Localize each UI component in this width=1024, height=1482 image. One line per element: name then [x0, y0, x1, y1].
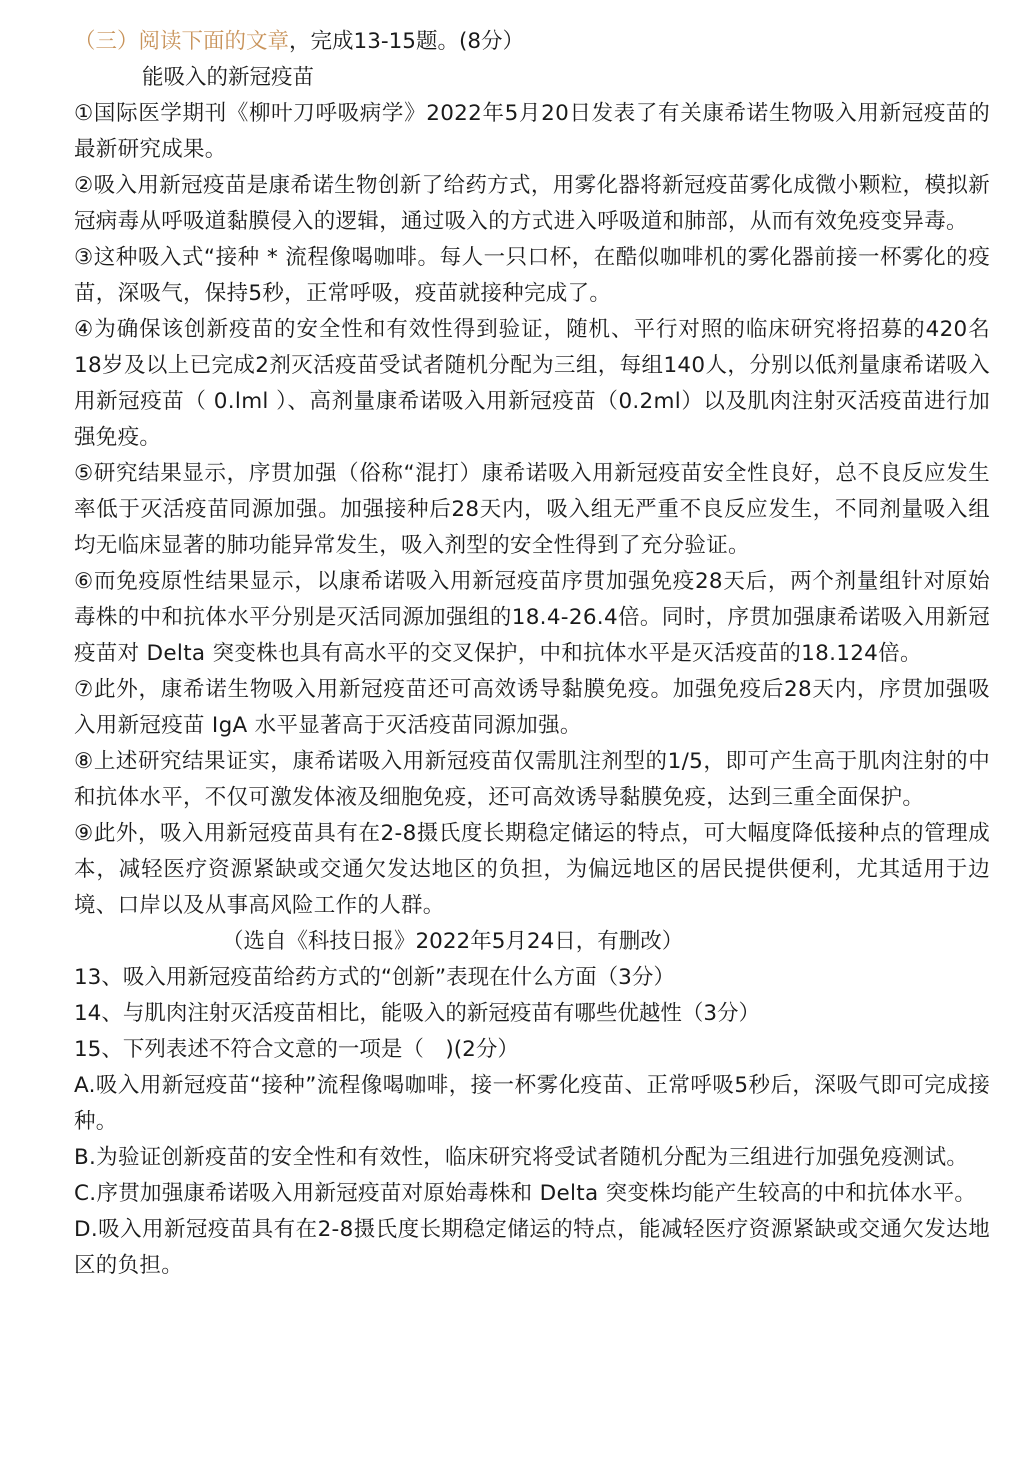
paragraph-3: ③这种吸入式“接种 * 流程像喝咖啡。每人一只口杯，在酷似咖啡机的雾化器前接一杯雾化的疫苗，深吸气，保持5秒，正常呼吸，疫苗就接种完成了。: [74, 245, 990, 306]
article-source: （选自《科技日报》2022年5月24日，有删改）: [222, 929, 684, 954]
paragraph-4: ④为确保该创新疫苗的安全性和有效性得到验证，随机、平行对照的临床研究将招募的420名18岁及以上已完成2剂灭活疫苗受试者随机分配为三组，每组140人，分别以低剂量康希诺吸入用新冠疫苗（ 0.lml ）、高剂量康希诺吸入用新冠疫苗（0.2ml）以及肌肉注射灭活疫苗进行加强免疫。: [74, 317, 990, 450]
section-heading: [74, 24, 990, 60]
option-b: B.为验证创新疫苗的安全性和有效性，临床研究将受试者随机分配为三组进行加强免疫测试。: [74, 1145, 969, 1170]
question-13: 13、吸入用新冠疫苗给药方式的“创新”表现在什么方面（3分）: [74, 965, 675, 990]
question-14: 14、与肌肉注射灭活疫苗相比，能吸入的新冠疫苗有哪些优越性（3分）: [74, 1001, 761, 1026]
section-heading-accent: （三）阅读下面的文章: [74, 29, 290, 54]
paragraph-5: ⑤研究结果显示，序贯加强（俗称“混打）康希诺吸入用新冠疫苗安全性良好，总不良反应发生率低于灭活疫苗同源加强。加强接种后28天内，吸入组无严重不良反应发生，不同剂量吸入组均无临床显著的肺功能异常发生，吸入剂型的安全性得到了充分验证。: [74, 461, 990, 558]
option-a: A.吸入用新冠疫苗“接种”流程像喝咖啡，接一杯雾化疫苗、正常呼吸5秒后，深吸气即可完成接种。: [74, 1073, 990, 1134]
paragraph-8: ⑧上述研究结果证实，康希诺吸入用新冠疫苗仅需肌注剂型的1/5，即可产生高于肌肉注射的中和抗体水平，不仅可激发体液及细胞免疫，还可高效诱导黏膜免疫，达到三重全面保护。: [74, 749, 990, 810]
paragraph-1: ①国际医学期刊《柳叶刀呼吸病学》2022年5月20日发表了有关康希诺生物吸入用新冠疫苗的最新研究成果。: [74, 101, 990, 162]
question-15: 15、下列表述不符合文意的一项是（ )(2分）: [74, 1037, 519, 1062]
paragraph-9: ⑨此外，吸入用新冠疫苗具有在2-8摄氏度长期稳定储运的特点，可大幅度降低接种点的管理成本，减轻医疗资源紧缺或交通欠发达地区的负担，为偏远地区的居民提供便利，尤其适用于边境、口岸以及从事高风险工作的人群。: [74, 821, 990, 918]
option-d: D.吸入用新冠疫苗具有在2-8摄氏度长期稳定储运的特点，能减轻医疗资源紧缺或交通欠发达地区的负担。: [74, 1217, 990, 1278]
paragraph-6: ⑥而免疫原性结果显示，以康希诺吸入用新冠疫苗序贯加强免疫28天后，两个剂量组针对原始毒株的中和抗体水平分别是灭活同源加强组的18.4-26.4倍。同时，序贯加强康希诺吸入用新冠疫苗对 Delta 突变株也具有高水平的交叉保护，中和抗体水平是灭活疫苗的18.124倍。: [74, 569, 990, 666]
paragraph-7: ⑦此外，康希诺生物吸入用新冠疫苗还可高效诱导黏膜免疫。加强免疫后28天内，序贯加强吸入用新冠疫苗 IgA 水平显著高于灭活疫苗同源加强。: [74, 677, 990, 738]
section-heading-rest: ，完成13-15题。(8分）: [289, 29, 525, 54]
article-title: 能吸入的新冠疫苗: [142, 65, 315, 90]
option-c: C.序贯加强康希诺吸入用新冠疫苗对原始毒株和 Delta 突变株均能产生较高的中和抗体水平。: [74, 1181, 977, 1206]
paragraph-2: ②吸入用新冠疫苗是康希诺生物创新了给药方式，用雾化器将新冠疫苗雾化成微小颗粒，模拟新冠病毒从呼吸道黏膜侵入的逻辑，通过吸入的方式进入呼吸道和肺部，从而有效免疫变异毒。: [74, 173, 990, 234]
